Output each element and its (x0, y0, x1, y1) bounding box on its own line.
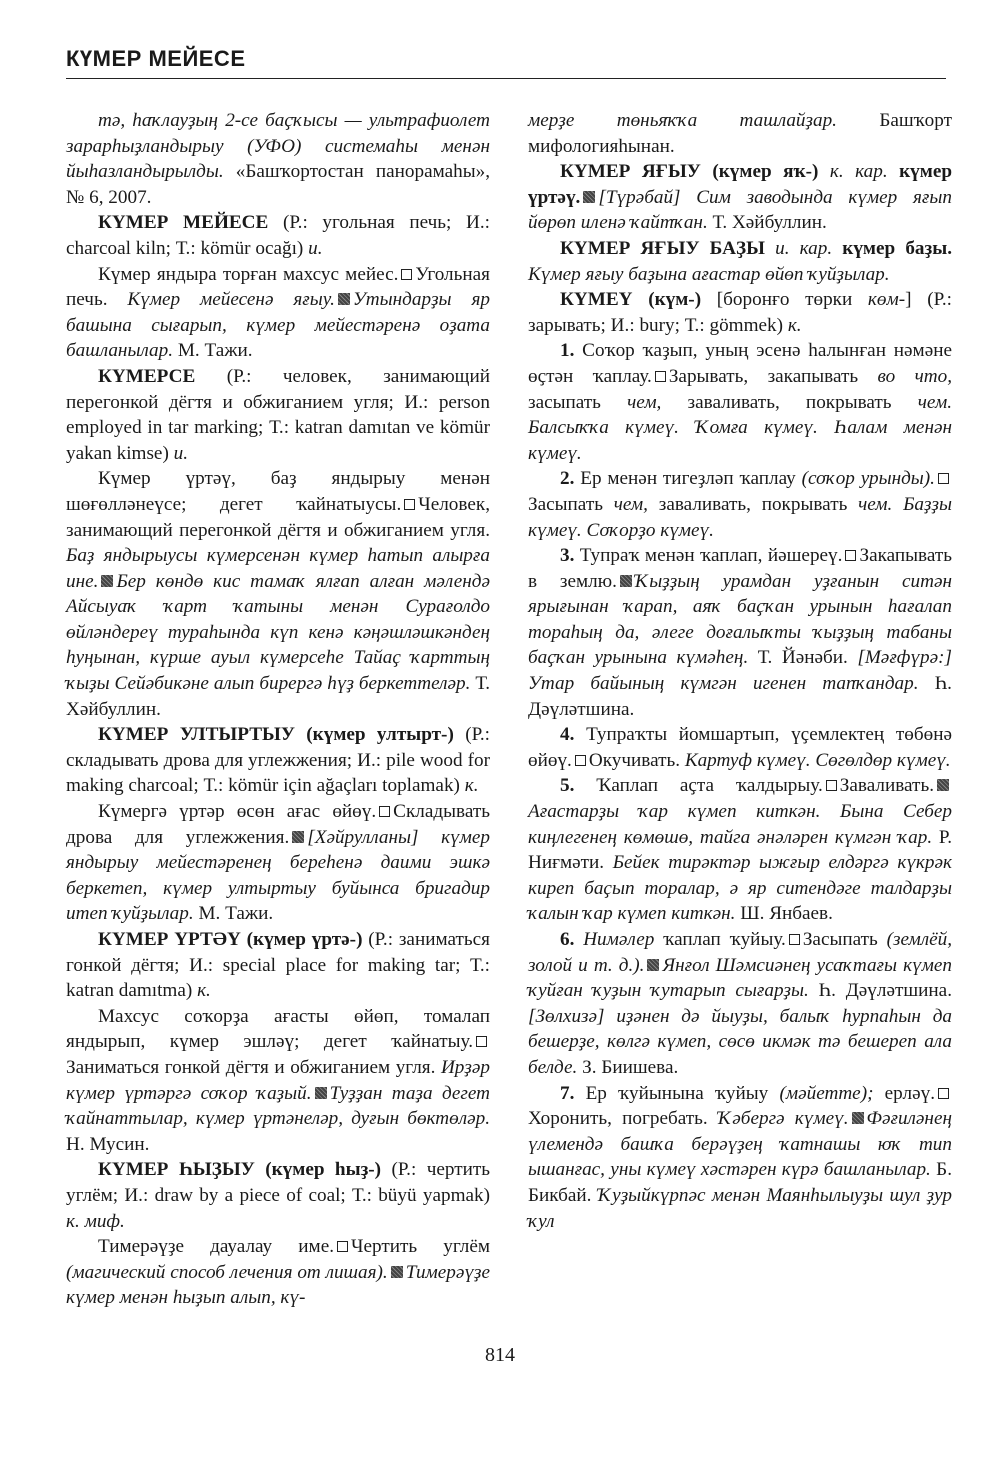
text-run: Р. Ниғмәти. (528, 826, 952, 874)
italic-text: к. миф. (66, 1210, 125, 1232)
italic-text: Утындарҙы яр башына сығарып, күмер мейестәренә оҙата башланылар. (66, 289, 490, 362)
russian-translation-marker-icon (337, 1241, 348, 1252)
italic-text: к. (197, 980, 211, 1002)
headword: 3. (560, 545, 575, 567)
italic-text: Ҡәбергә күмеү. (717, 1108, 849, 1130)
italic-text: Туҙҙан таҙа дегет ҡайнаттылар, күмер үртәнеләр, дуғын бөктөләр. (66, 1082, 491, 1130)
text-run: Т. Хәйбуллин. (707, 212, 827, 234)
headword: КҮМЕРСЕ (98, 365, 196, 387)
text-run: Ш. Янбаев. (735, 903, 833, 925)
dictionary-paragraph (528, 773, 952, 927)
italic-text: Картуф күмеү. Сөгөлдөр күмеү. (684, 749, 951, 771)
italic-text: [Хәйрулланы] күмер яндырыу мейестәренең береһенә даими эшкә беркетеп, күмер ултыртыу буйынса бригадир итеп ҡуйҙылар. (66, 826, 491, 925)
headword: КҮМЕР ҮРТӘҮ (күмер үртә-) (98, 929, 363, 950)
text-run: Соҡор ҡаҙып, уның эсенә һалынған нәмәне өҫтән ҡаплау. (528, 340, 952, 387)
russian-translation-marker-icon (476, 1036, 487, 1047)
italic-text: Күмер яғыу баҙына ағастар өйөп ҡуйҙылар. (528, 263, 890, 285)
page-number: 814 (485, 1344, 515, 1366)
headword: күмер үртәү. (528, 161, 953, 208)
italic-text: чем, (627, 391, 662, 413)
dictionary-paragraph (66, 1157, 490, 1234)
text-run: Күмер яндыра торған махсус мейес. (98, 263, 399, 285)
italic-text: Янғол Шәмсиәнең усаҡтағы күмеп ҡуйған ҡуҙын ҡутарып сығарҙы. (528, 954, 953, 1002)
italic-text: Тимерәүҙе күмер менән һыҙып алып, кү- (66, 1261, 491, 1309)
text-run (818, 161, 829, 182)
text-run: (Р.: чертить углём; И.: draw by a piece of coal; Т.: büyü yapmak) (66, 1159, 491, 1206)
text-run: Тупраҡ менән ҡаплап, йәшереү. (574, 545, 843, 567)
headword: КҮМЕҮ (күм-) (560, 289, 702, 311)
russian-translation-marker-icon (655, 371, 666, 382)
text-run: засыпать (528, 391, 628, 413)
italic-text: көм- (867, 289, 906, 311)
dictionary-paragraph (528, 338, 952, 466)
text-run: Зарывать, закапывать (668, 365, 878, 387)
text-run: Һ. Дәүләтшина. (528, 673, 952, 720)
italic-text: Баҙ яндырыусы күмерсенән күмер һатып алырға ине. (66, 545, 490, 592)
dictionary-paragraph (528, 159, 952, 236)
dictionary-paragraph (66, 927, 490, 1004)
italic-text: Бейек тирәктәр ыжғыр елдәргә күкрәк киреп баҫып торалар, ә яр ситендәге талдарҙы ҡалын ҡар күмеп киткән. (528, 852, 952, 925)
text-run: Ҡаплап аҫта ҡалдырыу. (574, 775, 823, 797)
text-run: Закапывать в землю. (528, 545, 952, 592)
italic-text: к. (464, 775, 479, 797)
text-run: заваливать, покрывать (647, 493, 859, 515)
russian-translation-marker-icon (938, 1088, 949, 1099)
dictionary-paragraph (528, 236, 952, 287)
italic-text: (мәйетте); (779, 1082, 874, 1104)
example-marker-icon (315, 1087, 327, 1099)
text-run: Б. Бикбай. (528, 1159, 952, 1206)
example-marker-icon (101, 575, 113, 587)
text-run: З. Биишева. (577, 1056, 679, 1078)
page-header (66, 46, 946, 79)
italic-text: и. кар. (775, 237, 833, 259)
russian-translation-marker-icon (404, 499, 415, 510)
text-run: Күмергә үртәр өсөн ағас өйөү. (98, 801, 377, 823)
headword: КҮМЕР ЯҒЫУ БАҘЫ (560, 237, 765, 259)
italic-text: тә, һаҡлауҙың 2-се баҫҡысы — ультрафиолет зарарһыҙландырыу (УФО) системаһы менән йыһазландырылды. (66, 110, 490, 183)
text-run: Тупраҡты йомшартып, үҫемлектең төбөнә өйөү. (528, 724, 952, 771)
text-run: Окучивать. (588, 749, 685, 771)
text-run: Засыпать (802, 929, 887, 950)
dictionary-paragraph (66, 466, 490, 722)
right-column (528, 108, 952, 1234)
dictionary-paragraph (66, 364, 490, 466)
italic-text: к. (787, 314, 802, 336)
headword: 4. (560, 724, 575, 746)
text-run: [боронғо төрки (701, 289, 868, 311)
text-run: Человек, занимающий перегонкой дёгтя и обжиганием угля. (66, 493, 490, 541)
dictionary-paragraph (66, 722, 490, 799)
text-run: М. Тажи. (193, 903, 274, 925)
italic-text: во что, (877, 365, 952, 387)
headword: КҮМЕР ҺЫҘЫУ (күмер һыҙ-) (98, 1159, 382, 1181)
italic-text: Фәғиләнең үлемендә башҡа берәүҙең ҡатнашы юҡ тип ышанғас, уны күмеү хәстәрен күрә башланылар. (528, 1108, 952, 1181)
text-run: Башҡорт мифологияһынан. (528, 110, 952, 157)
russian-translation-marker-icon (845, 550, 856, 561)
headword: 6. (560, 929, 575, 950)
text-run: Тимерәүҙе дауалау име. (98, 1236, 335, 1258)
dictionary-paragraph (66, 108, 490, 210)
running-head: КҮМЕР МЕЙЕСЕ (66, 46, 246, 71)
text-run: (Р.: человек, занимающий перегонкой дёгтя и обжиганием угля; И.: person employed in tar marking; Т.: katran damıtan ve kömür yakan kimse) (66, 365, 490, 464)
italic-text: Ҡуҙыйкүрпәс менән Маянһылыуҙы шул ҙур ҡул (528, 1184, 952, 1232)
text-run: М. Тажи. (173, 340, 253, 362)
dictionary-paragraph (528, 722, 952, 773)
dictionary-paragraph (528, 466, 952, 543)
example-marker-icon (852, 1112, 864, 1124)
italic-text: мерҙе төньяҡҡа ташлайҙар. (528, 110, 837, 131)
text-run: Складывать дрова для углежжения. (66, 801, 490, 848)
dictionary-paragraph (528, 1081, 952, 1235)
headword: 7. (560, 1082, 575, 1104)
italic-text: Бер көндө кис тамаҡ ялғап алған мәлендә Айсыуаҡ ҡарт ҡатыны менән Сурағолдо өйләндереү тураһында күп кенә кәңәшләшкәндең һуңынан, күрше ауыл күмерсеһе Тайаҫ ҡарттың ҡыҙы Сейәбикәне алып бирергә һүҙ беркеттеләр. (66, 570, 490, 695)
text-run: ҡаплап ҡуйыу. (654, 929, 786, 950)
dictionary-paragraph (66, 799, 490, 927)
italic-text: [Түрәбай] Сим заводында күмер яғып йөрөп иленә ҡайтҡан. (528, 186, 952, 234)
text-run: Ер ҡуйынына ҡуйыу (574, 1082, 780, 1104)
text-run: ] (Р.: зарывать; И.: bury; Т.: gömmek) (528, 289, 952, 336)
italic-text: и. (173, 442, 189, 464)
italic-text: Күмер мейесенә яғыу. (127, 289, 335, 311)
italic-text: к. кар. (829, 161, 888, 183)
italic-text: [Мәғфүрә:] Утар байының күмгән игенен тапҡандар. (528, 647, 952, 695)
text-run: «Башҡортостан панорамаһы», № 6, 2007. (66, 161, 490, 208)
text-run: Н. Мусин. (66, 1133, 150, 1155)
text-run: Күмер үртәү, баҙ яндырыу менән шөғөлләнеүсе; дегет ҡайнатыусы. (66, 468, 490, 515)
italic-text: [Зөлхизә] иҙәнен дә йыуҙы, балыҡ һурпаһын да бешерҙе, көлгә күмеп, сөсө икмәк тә бешереп ала белде. (528, 1005, 952, 1078)
text-run: Т. Йәнәби. (748, 647, 858, 669)
dictionary-paragraph (66, 1234, 490, 1311)
italic-text: Ағастарҙы ҡар күмеп киткән. Бына Себер киңлегенең көмөшө, тайга әнәләрен күмгән ҡар. (528, 801, 952, 848)
example-marker-icon (391, 1266, 403, 1278)
dictionary-paragraph (528, 927, 952, 1081)
dictionary-paragraph (66, 210, 490, 261)
russian-translation-marker-icon (826, 780, 837, 791)
example-marker-icon (937, 779, 949, 791)
italic-text: чем, (613, 493, 648, 515)
italic-text: Ҡыҙҙың урамдан уҙғанын ситән ярығынан ҡарап, аяҡ баҫҡан урынын һағалап тораһың да, әлеге доғалыҡты ҡыҙҙың табаны баҫҡан урынына күмәһең. (528, 570, 952, 669)
russian-translation-marker-icon (575, 755, 586, 766)
headword: КҮМЕР МЕЙЕСЕ (98, 212, 269, 234)
text-run: Һ. Дәүләтшина. (808, 980, 952, 1002)
italic-text: (землёй, золой и т. д.). (528, 929, 953, 976)
italic-text: (соҡор урынды). (801, 468, 935, 490)
dictionary-paragraph (528, 108, 952, 159)
left-column (66, 108, 490, 1311)
italic-text: (магический способ лечения от лишая). (66, 1261, 388, 1283)
text-run: заваливать, покрывать (661, 391, 918, 413)
text-run (574, 929, 583, 950)
italic-text: чем. Баҙҙы күмеү. Соҡорҙо күмеү. (528, 493, 952, 541)
text-run: (Р.: складывать дрова для углежжения; И.: pile wood for making charcoal; Т.: kömür için ağaçları toplamak) (66, 724, 490, 797)
dictionary-paragraph (66, 262, 490, 364)
text-run: Хоронить, погребать. (528, 1108, 718, 1130)
russian-translation-marker-icon (401, 269, 412, 280)
text-run: Заниматься гонкой дёгтя и обжиганием угля. (66, 1056, 441, 1078)
text-run: Угольная печь. (66, 263, 490, 311)
example-marker-icon (583, 191, 595, 203)
text-run: (Р.: угольная печь; И.: charcoal kiln; Т.: kömür ocağı) (66, 212, 491, 259)
dictionary-paragraph (528, 543, 952, 722)
text-run (888, 161, 899, 182)
headword: күмер баҙы. (842, 237, 953, 259)
text-run: Засыпать (528, 493, 614, 515)
headword: КҮМЕР УЛТЫРТЫУ (күмер ултырт-) (98, 724, 454, 746)
headword: 2. (560, 468, 575, 490)
italic-text: чем. Балсыҡҡа күмеү. Ҡомға күмеү. Һалам менән күмеү. (528, 391, 952, 464)
headword: 5. (560, 775, 575, 797)
italic-text: Ирҙәр күмер үртәргә соҡор ҡаҙый. (66, 1056, 490, 1104)
italic-text: Нимәлер (583, 929, 655, 950)
example-marker-icon (647, 959, 659, 971)
russian-translation-marker-icon (379, 806, 390, 817)
text-run: (Р.: заниматься гонкой дёгтя; И.: special place for making tar; Т.: katran damıtma) (66, 929, 490, 1002)
text-run: Чертить углём (351, 1236, 490, 1258)
dictionary-paragraph (528, 287, 952, 338)
example-marker-icon (620, 575, 632, 587)
russian-translation-marker-icon (938, 473, 949, 484)
text-run (765, 238, 775, 259)
dictionary-paragraph (66, 1004, 490, 1158)
headword: 1. (560, 340, 575, 362)
text-run: Заваливать. (839, 775, 934, 797)
text-run: Т. Хәйбуллин. (66, 673, 490, 720)
header-rule (66, 78, 946, 79)
text-run: Махсус соҡорҙа ағасты өйөп, томалап яндырып, күмер эшләү; дегет ҡайнатыу. (66, 1005, 490, 1053)
text-run: Ер менән тигеҙләп ҡаплау (574, 468, 802, 490)
text-run (832, 238, 842, 259)
text-run: ерләү. (873, 1082, 935, 1104)
example-marker-icon (292, 831, 304, 843)
headword: КҮМЕР ЯҒЫУ (күмер яҡ-) (560, 161, 819, 183)
example-marker-icon (338, 293, 350, 305)
russian-translation-marker-icon (789, 934, 800, 945)
italic-text: и. (308, 237, 323, 259)
